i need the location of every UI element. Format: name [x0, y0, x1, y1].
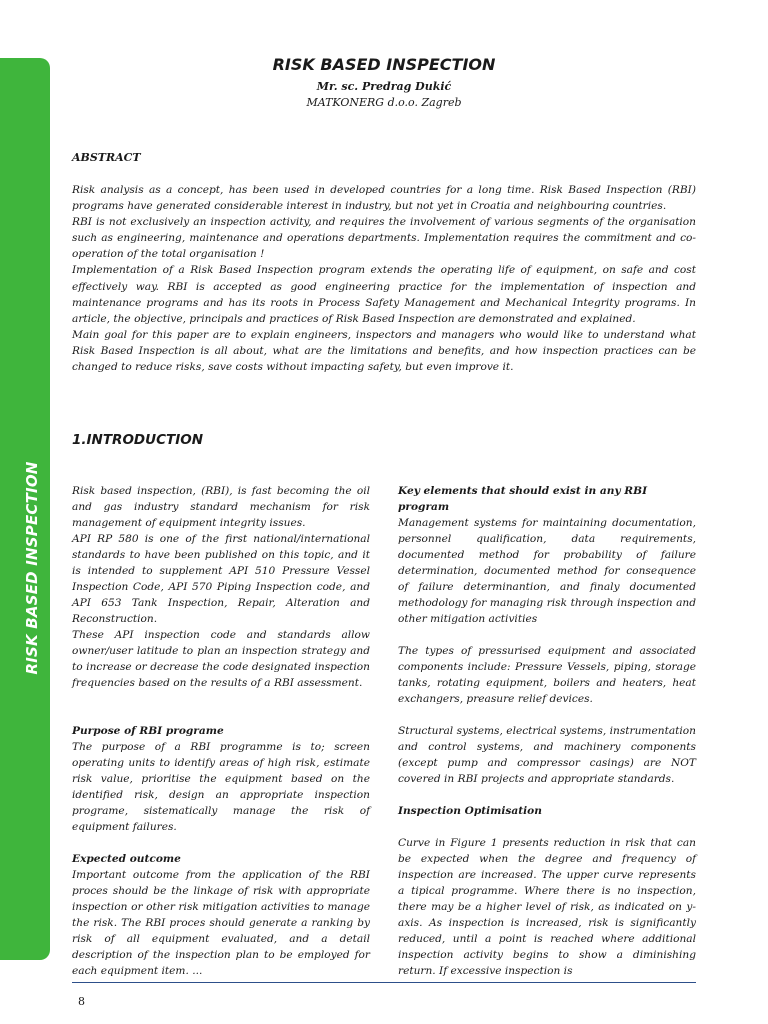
abstract-paragraph: RBI is not exclusively an inspection activity, and requires the involvement of various segments of the organisation such as engineering, maintenance and operations departments. Implementation requires the commitment and co-operation of the total organisation ! [72, 216, 696, 261]
optimisation-heading: Inspection Optimisation [398, 805, 542, 817]
author-affiliation: MATKONERG d.o.o. Zagreb [306, 96, 462, 109]
side-tab-label: RISK BASED INSPECTION [23, 461, 41, 675]
optimisation-text: Curve in Figure 1 presents reduction in risk that can be expected when the degree and frequency of inspection are increased. The upper curve represents a tipical programme. Where there is no inspection, there may be a higher level of risk, as indicated on y-axis. As inspection is increased, risk is significantly reduced, until a point is reached where additional inspection activity begins to show a diminishing return. If excessive inspection is [398, 837, 696, 977]
equipment-types-text: The types of pressurised equipment and associated components include: Pressure Vessels, piping, storage tanks, rotating equipment, boilers and heaters, heat exchangers, preasure relief devices. [398, 645, 696, 705]
footer-divider [72, 982, 696, 983]
abstract-paragraph: Risk analysis as a concept, has been used in developed countries for a long time. Risk Based Inspection (RBI) programs have generated considerable interest in industry, but not yet in Croatia and neighbouring countries. [72, 184, 696, 213]
right-column [398, 483, 696, 979]
purpose-heading: Purpose of RBI programe [72, 725, 224, 737]
article-title: RISK BASED INSPECTION [272, 55, 496, 74]
introduction-heading: 1.INTRODUCTION [72, 432, 204, 448]
author-name: Mr. sc. Predrag Dukić [316, 80, 452, 93]
outcome-text: Important outcome from the application of the RBI proces should be the linkage of risk with appropriate inspection or other risk mitigation activities to manage the risk. The RBI proces should generate a ranking by risk of all equipment evaluated, and a detail description of the inspection plan to be employed for each equipment item. ... [72, 869, 370, 977]
left-column [72, 483, 370, 979]
intro-paragraph: Risk based inspection, (RBI), is fast becoming the oil and gas industry standard mechanism for risk management of equipment integrity issues. [72, 485, 370, 529]
key-elements-heading: Key elements that should exist in any RBI program [398, 485, 648, 513]
outcome-heading: Expected outcome [72, 853, 181, 865]
abstract-body [72, 182, 696, 375]
intro-paragraph: API RP 580 is one of the first national/international standards to have been published on this topic, and it is intended to supplement API 510 Pressure Vessel Inspection Code, API 570 Piping Inspection code, and API 653 Tank Inspection, Repair, Alteration and Reconstruction. [72, 533, 370, 625]
page-number: 8 [78, 995, 85, 1008]
intro-paragraph: These API inspection code and standards allow owner/user latitude to plan an inspection strategy and to increase or decrease the code designated inspection frequencies based on the results of a RBI assessment. [72, 629, 370, 689]
structural-systems-text: Structural systems, electrical systems, instrumentation and control systems, and machinery components (except pump and compressor casings) are NOT covered in RBI projects and appropriate standards. [398, 725, 696, 785]
abstract-heading: ABSTRACT [72, 151, 141, 164]
key-elements-text: Management systems for maintaining documentation, personnel qualification, data requirements, documented method for probability of failure determination, documented method for consequence of failure determinantion, and finaly documented methodology for managing risk through inspection and other mitigation activities [398, 517, 696, 625]
side-tab [0, 58, 50, 960]
purpose-text: The purpose of a RBI programme is to; screen operating units to identify areas of high risk, estimate risk value, prioritise the equipment based on the identified risk, design an appropriate inspection programe, sistematically manage the risk of equipment failures. [72, 741, 370, 833]
abstract-paragraph: Implementation of a Risk Based Inspection program extends the operating life of equipment, on safe and cost effectively way. RBI is accepted as good engineering practice for the implementation of inspection and maintenance programs and has its roots in Process Safety Management and Mechanical Integrity programs. In article, the objective, principals and practices of Risk Based Inspection are demonstrated and explained. [72, 264, 696, 325]
abstract-paragraph: Main goal for this paper are to explain engineers, inspectors and managers who would like to understand what Risk Based Inspection is all about, what are the limitations and benefits, and how inspection practices can be changed to reduce risks, save costs without impacting safety, but even improve it. [72, 328, 696, 374]
